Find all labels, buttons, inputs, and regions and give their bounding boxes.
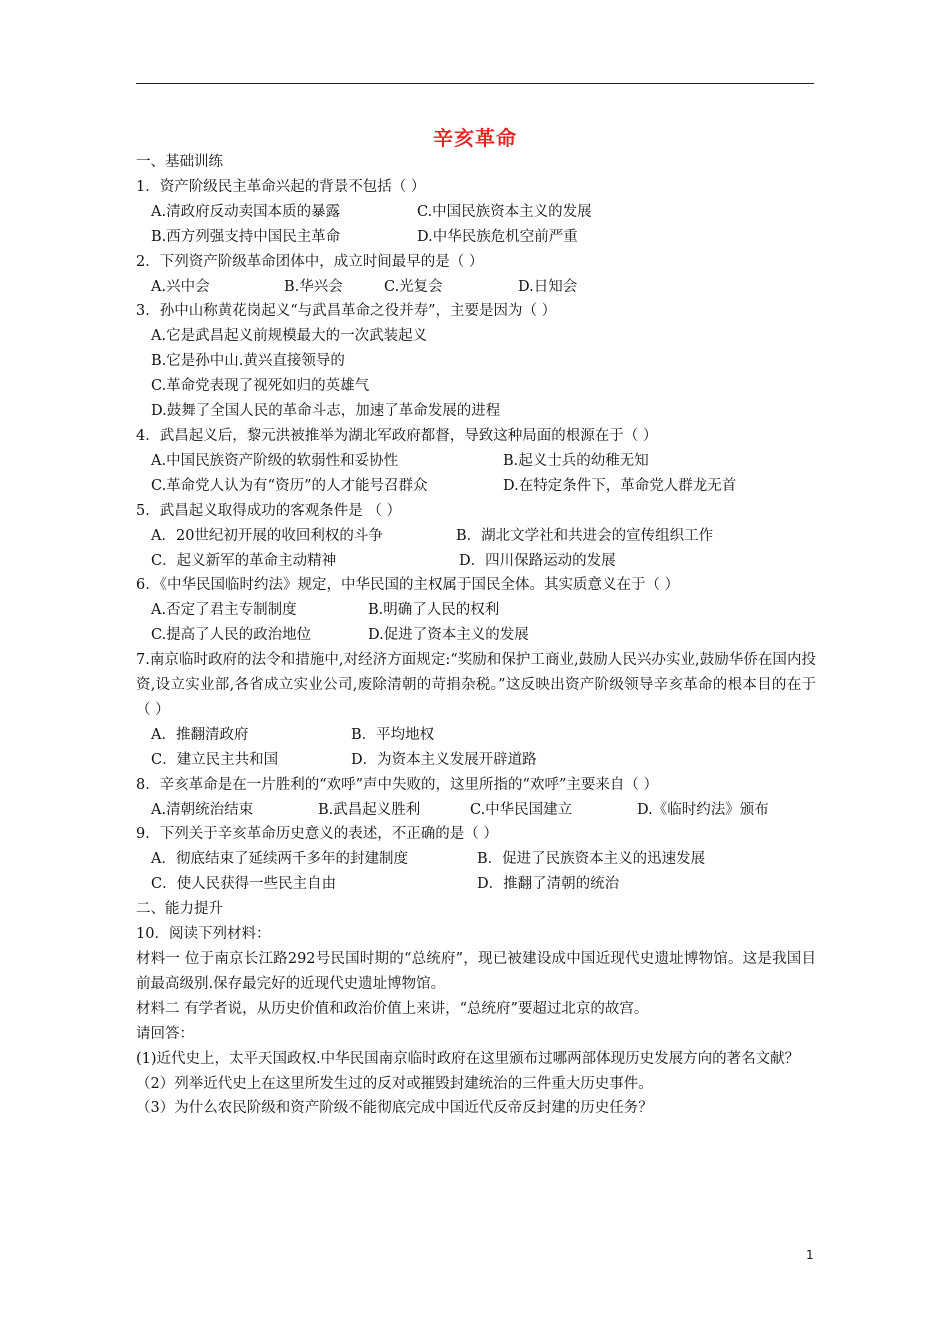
option: C.中华民国建立 <box>470 801 573 818</box>
option-row <box>136 524 816 549</box>
option: A.中国民族资产阶级的软弱性和妥协性 <box>151 452 399 469</box>
option: C.革命党表现了视死如归的英雄气 <box>151 378 370 395</box>
option: C.光复会 <box>384 278 443 295</box>
option: B．促进了民族资本主义的迅速发展 <box>477 851 706 868</box>
page-number: 1 <box>806 1248 814 1262</box>
option-row <box>136 549 816 574</box>
option: C.革命党人认为有“资历”的人才能号召群众 <box>151 477 428 494</box>
worksheet-body <box>136 150 816 1121</box>
option: D.中华民族危机空前严重 <box>417 228 578 245</box>
option-row <box>136 847 816 872</box>
question-stem: 8．辛亥革命是在一片胜利的“欢呼”声中失败的，这里所指的“欢呼”主要来自（ ） <box>136 776 658 793</box>
option: B.武昌起义胜利 <box>318 801 421 818</box>
option-row <box>136 598 816 623</box>
question-stem: 10．阅读下列材料： <box>136 926 271 943</box>
option: A．推翻清政府 <box>151 726 249 743</box>
option: B．湖北文学社和共进会的宣传组织工作 <box>456 527 714 544</box>
option: B.西方列强支持中国民主革命 <box>151 228 341 245</box>
option: B.华兴会 <box>284 278 343 295</box>
option: A.它是武昌起义前规模最大的一次武装起义 <box>151 328 428 345</box>
page-title: 辛亥革命 <box>433 126 517 150</box>
option: A.清政府反动卖国本质的暴露 <box>151 203 341 220</box>
header-rule <box>136 83 814 84</box>
option: B.明确了人民的权利 <box>368 602 500 619</box>
section-heading-basic: 一、基础训练 <box>136 154 223 170</box>
option-row <box>136 275 816 300</box>
option: D.鼓舞了全国人民的革命斗志，加速了革命发展的进程 <box>151 403 501 420</box>
option: C．使人民获得一些民主自由 <box>151 876 337 893</box>
option-row <box>136 623 816 648</box>
option: D.促进了资本主义的发展 <box>368 627 529 644</box>
option: D．为资本主义发展开辟道路 <box>351 751 537 768</box>
subquestion: （3）为什么农民阶级和资产阶级不能彻底完成中国近代反帝反封建的历史任务？ <box>136 1100 653 1117</box>
option: A．彻底结束了延续两千多年的封建制度 <box>151 851 408 868</box>
option: D．推翻了清朝的统治 <box>477 876 620 893</box>
option-row <box>136 225 816 250</box>
option-row <box>136 872 816 897</box>
option-row <box>136 200 816 225</box>
question-stem: 3．孙中山称黄花岗起义“与武昌革命之役并寿”，主要是因为（ ） <box>136 303 557 320</box>
option-row <box>136 748 816 773</box>
option: A.清朝统治结束 <box>151 801 254 818</box>
question-stem: 7.南京临时政府的法令和措施中,对经济方面规定:“奖励和保护工商业,鼓励人民兴办实业,鼓励华侨在国内投资,设立实业部,各省成立实业公司,废除清朝的苛捐杂税。”这反映出资产阶级领导辛亥革命的根本目的在于 （ ） <box>136 652 816 718</box>
answer-prompt: 请回答： <box>136 1025 194 1042</box>
question-stem: 2．下列资产阶级革命团体中，成立时间最早的是（ ） <box>136 253 484 270</box>
question-stem: 4．武昌起义后，黎元洪被推举为湖北军政府都督，导致这种局面的根源在于（ ） <box>136 427 658 444</box>
option-row <box>136 449 816 474</box>
option-row <box>136 723 816 748</box>
question-stem: 1．资产阶级民主革命兴起的背景不包括（ ） <box>136 178 426 195</box>
option: A.兴中会 <box>151 278 210 295</box>
option-row <box>136 798 816 823</box>
material-two: 材料二 有学者说，从历史价值和政治价值上来讲，“总统府”要超过北京的故宫。 <box>136 1000 649 1017</box>
option: C.中国民族资本主义的发展 <box>417 203 592 220</box>
material-one: 材料一 位于南京长江路292号民国时期的“总统府”，现已被建设成中国近现代史遗址博物馆。这是我国目前最高级别.保存最完好的近现代史遗址博物馆。 <box>136 951 816 992</box>
option: D.在特定条件下，革命党人群龙无首 <box>503 477 737 494</box>
subquestion: （2）列举近代史上在这里所发生过的反对或摧毁封建统治的三件重大历史事件。 <box>136 1075 653 1092</box>
option: D．四川保路运动的发展 <box>459 552 616 569</box>
option: A.否定了君主专制制度 <box>151 602 297 619</box>
option-row <box>136 474 816 499</box>
option: B.它是孙中山.黄兴直接领导的 <box>151 353 345 370</box>
option: C．起义新军的革命主动精神 <box>151 552 337 569</box>
option: C.提高了人民的政治地位 <box>151 627 312 644</box>
option: C．建立民主共和国 <box>151 751 279 768</box>
option: D.日知会 <box>518 278 578 295</box>
question-stem: 6．《中华民国临时约法》规定，中华民国的主权属于国民全体。其实质意义在于（ ） <box>136 577 680 594</box>
option: B.起义士兵的幼稚无知 <box>503 452 649 469</box>
question-stem: 9．下列关于辛亥革命历史意义的表述，不正确的是（ ） <box>136 826 498 843</box>
section-heading-ability: 二、能力提升 <box>136 901 223 918</box>
question-stem: 5．武昌起义取得成功的客观条件是 （ ） <box>136 502 401 519</box>
subquestion: (1)近代史上，太平天国政权.中华民国南京临时政府在这里颁布过哪两部体现历史发展方向的著名文献？ <box>136 1050 800 1067</box>
option: B．平均地权 <box>351 726 435 743</box>
option: A．20世纪初开展的收回利权的斗争 <box>151 527 383 544</box>
option: D.《临时约法》颁布 <box>637 801 769 818</box>
